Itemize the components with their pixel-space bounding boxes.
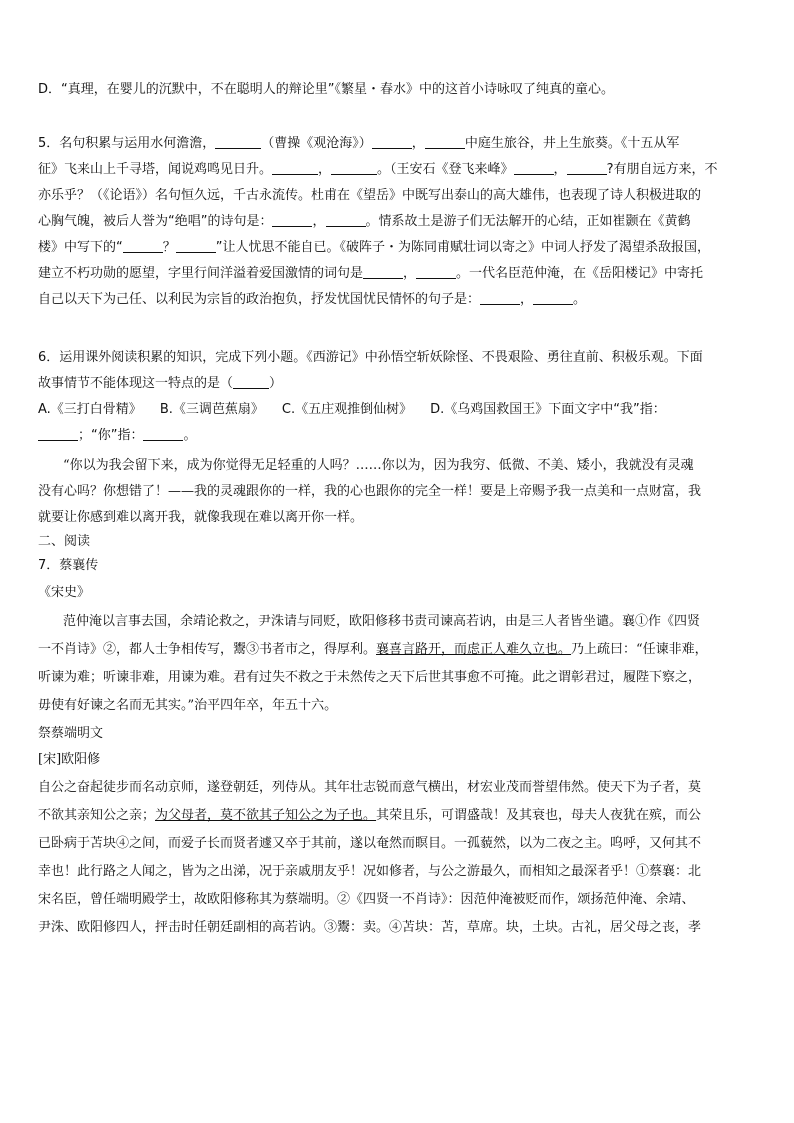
- q6-line-2: 故事情节不能体现这一特点的是（ ）: [38, 376, 283, 391]
- eulogy-title: 祭蔡端明文: [38, 726, 104, 741]
- song-shi-line-4: 毋使有好谏之名而无其实。”治平四年卒，年五十六。: [38, 698, 338, 713]
- song-shi-line-3: 听谏为难；听谏非难，用谏为难。君有过失不救之于未然传之天下后世其事愈不可掩。此之谓彰君过，履陛下察之，: [38, 670, 702, 685]
- q5-line-4: 心胸气魄，被后人誉为“绝唱”的诗句是： ， 。情系故土是游子们无法解开的心结，正如崔颢在《黄鹤: [38, 214, 691, 229]
- answer-blank[interactable]: [425, 134, 465, 149]
- q6-passage-2: 没有心吗？你想错了！——我的灵魂跟你的一样，我的心也跟你的完全一样！要是上帝赐予我一点美和一点财富，我: [38, 484, 702, 499]
- eulogy-line-6: 尹洙、欧阳修四人，抨击时任朝廷副相的高若讷。③鬻：卖。④苫块：苫，草席。块，土块。古礼，居父母之丧，孝: [38, 920, 702, 935]
- eulogy-line-3: 已卧病于苫块④之间，而爱子长而贤者遽又卒于其前，遂以奄然而瞑目。一孤藐然，以为二夜之主。呜呼，又何其不: [38, 836, 702, 851]
- answer-blank[interactable]: [372, 134, 412, 149]
- q7-title: 7．蔡襄传: [38, 558, 99, 573]
- q5-line-7: 自己以天下为己任、以利民为宗旨的政治抱负，抒发忧国忧民情怀的句子是： ， 。: [38, 292, 587, 307]
- answer-blank[interactable]: [326, 212, 366, 227]
- eulogy-line-1: 自公之奋起徒步而名动京师，遂登朝廷，列侍从。其年壮志锐而意气横出，材宏业茂而誉望伟然。使天下为子者，莫: [38, 780, 702, 795]
- answer-blank[interactable]: [272, 160, 318, 175]
- option-c: C.《五庄观推倒仙树》: [281, 402, 413, 417]
- answer-blank[interactable]: [514, 160, 554, 175]
- answer-blank[interactable]: [38, 426, 78, 441]
- q5-line-1: 5．名句积累与运用水何澹澹， （曹操《观沧海》） ， 中庭生旅谷，井上生旅葵。《十五从军: [38, 136, 680, 151]
- source-title: 《宋史》: [38, 585, 91, 600]
- underlined-sentence: 襄喜言路开，而虑正人难久立也。: [376, 642, 572, 657]
- answer-blank[interactable]: [123, 238, 163, 253]
- q6-line-4: ；“你”指： 。: [38, 426, 758, 446]
- q6-options: [38, 400, 758, 420]
- answer-blank[interactable]: [533, 290, 573, 305]
- eulogy-line-2: 不欲其亲知公之亲；为父母者，莫不欲其子知公之为子也。其荣且乐，可谓盛哉！及其衰也，母夫人夜犹在殡，而公: [38, 808, 702, 823]
- answer-blank[interactable]: [176, 238, 216, 253]
- q5-line-2: 征》飞来山上千寻塔，闻说鸡鸣见日升。 ， 。（王安石《登飞来峰》 ， ?有朋自远方来，不: [38, 162, 718, 177]
- song-shi-line-2: 一不肖诗》②，都人士争相传写，鬻③书者市之，得厚利。襄喜言路开，而虑正人难久立也。乃上疏曰：“任谏非难，: [38, 642, 708, 657]
- option-d: D．“真理，在婴儿的沉默中，不在聪明人的辩论里”《繁星・春水》中的这首小诗咏叹了纯真的童心。: [38, 82, 614, 97]
- answer-blank[interactable]: [233, 374, 269, 389]
- q5-line-3: 亦乐乎？（《论语》）名句恒久远，千古永流传。杜甫在《望岳》中既写出泰山的高大雄伟，也表现了诗人积极进取的: [38, 188, 702, 203]
- answer-blank[interactable]: [567, 160, 607, 175]
- eulogy-author: [宋]欧阳修: [38, 752, 101, 767]
- answer-blank[interactable]: [480, 290, 520, 305]
- q5-line-5: 楼》中写下的“ ？ ”让人忧思不能自已。《破阵子・为陈同甫赋壮词以寄之》中词人抒发了渴望杀敌报国，: [38, 240, 711, 255]
- option-a: A.《三打白骨精》: [38, 402, 142, 417]
- q6-line-1: 6．运用课外阅读积累的知识，完成下列小题。《西游记》中孙悟空斩妖除怪、不畏艰险、勇往直前、积极乐观。下面: [38, 350, 703, 365]
- option-d: D.《乌鸡国救国王》下面文字中“我”指：: [430, 402, 666, 417]
- answer-blank[interactable]: [215, 134, 261, 149]
- eulogy-line-4: 幸也！此行路之人闻之，皆为之出涕，况于亲戚朋友乎！况如修者，与公之游最久，而相知之最深者乎！①蔡襄：北: [38, 864, 702, 879]
- answer-blank[interactable]: [143, 426, 183, 441]
- song-shi-line-1: 范仲淹以言事去国，余靖论救之，尹洙请与同贬，欧阳修移书责司谏高若讷，由是三人者皆坐谴。襄①作《四贤: [63, 614, 701, 629]
- q5-line-6: 建立不朽功勋的愿望，字里行间洋溢着爱国激情的词句是 ， 。一代名臣范仲淹，在《岳阳楼记》中寄托: [38, 266, 704, 281]
- eulogy-line-5: 宋名臣，曾任端明殿学士，故欧阳修称其为蔡端明。②《四贤一不肖诗》：因范仲淹被贬而作，颂扬范仲淹、余靖、: [38, 892, 695, 907]
- answer-blank[interactable]: [331, 160, 377, 175]
- section-title: 二、阅读: [38, 534, 91, 549]
- q6-passage-1: “你以为我会留下来，成为你觉得无足轻重的人吗？……你以为，因为我穷、低微、不美、矮小，我就没有灵魂: [63, 458, 694, 473]
- answer-blank[interactable]: [363, 264, 403, 279]
- underlined-sentence: 为父母者，莫不欲其子知公之为子也。: [155, 808, 377, 823]
- option-b: B.《三调芭蕉扇》: [159, 402, 264, 417]
- q6-passage-3: 就要让你感到难以离开我，就像我现在难以离开你一样。: [38, 510, 364, 525]
- answer-blank[interactable]: [416, 264, 456, 279]
- answer-blank[interactable]: [272, 212, 312, 227]
